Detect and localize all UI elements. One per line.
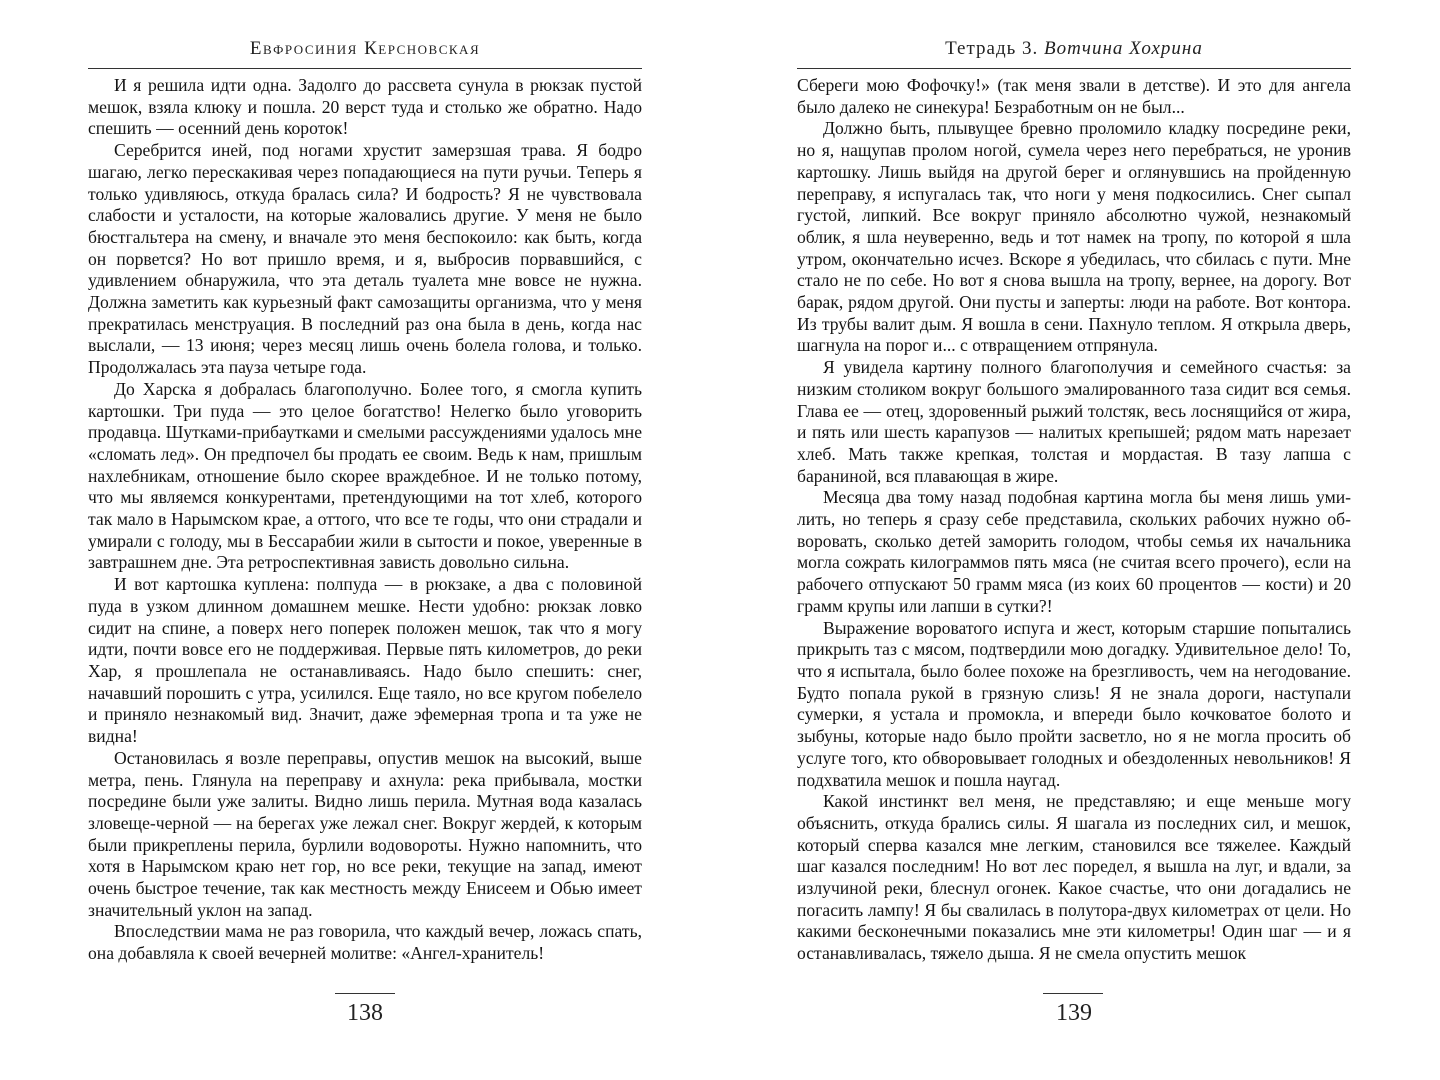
header-rule — [797, 68, 1351, 69]
paragraph: Выражение вороватого испуга и жест, которым старшие попытались прикрыть таз с мясом, подтвердили мою догадку. Удивительное дело! То, что я испытала, было более похоже на брезгливость, чем на негодование. Будто попала рукой в грязную слизь! Я не знала дороги, наступали сумерки, я устала и промокла, и впереди было кочковатое болото и зыбуны, которые надо было пройти засветло, но я не могла просить об услуге того, кто обворовывает голодных и обездоленных невольников! Я подхватила мешок и пошла наугад. — [797, 617, 1351, 790]
page-number: 138 — [347, 1000, 383, 1026]
right-page-text — [797, 75, 1351, 965]
paragraph: До Харска я добралась благополучно. Более того, я смогла купить картошки. Три пуда — это целое богатство! Нелегко было уговорить продавца. Шутками-прибаутками и смелыми рассуждениями удалось мне «сломать лед». Он предпочел бы продать ее своим. Ведь к нам, пришлым нахлебникам, отношение было скорее враждебное. И не только потому, что мы являемся конкурентами, претендующими на тот хлеб, которого так мало в Нарымском крае, а оттого, что все те годы, что они страдали и умирали с голоду, мы в Бессарабии жили в сытости и покое, уверенные в завтрашнем дне. Эта ретроспективная зависть довольно сильна. — [88, 378, 643, 573]
running-head-title: Вотчина Хохрина — [1044, 38, 1203, 59]
paragraph: И вот картошка куплена: полпуда — в рюкзаке, а два с половиной пуда в узком длинном домашнем мешке. Нести удобно: рюкзак ловко сидит на спине, а поверх него поперек положен мешок, так что я могу идти, почти вовсе его не поддерживая. Первые пять километров, до реки Хар, я прошлепала не останавливаясь. Надо было спешить: снег, начавший порошить с утра, усилился. Еще таяло, но все кругом побелело и приняло незнакомый вид. Значит, даже эфемерная тропа и та уже не видна! — [88, 574, 642, 747]
running-head-author: Евфросиния Керсновская — [249, 38, 481, 59]
folio-rule — [1043, 993, 1103, 994]
paragraph: Должно быть, плывущее бревно проломило кладку посредине реки, но я, нащупав пролом ногой, сумела через него перебраться, не уронив картошку. Лишь выйдя на другой берег и оглянувшись на пройденную переправу, я испугалась так, что ноги у меня подкосились. Снег сыпал густой, липкий. Все вокруг приняло абсолютно чужой, незнакомый облик, я шла неуверенно, ведь и тот намек на тропу, по которой я шла утром, окончательно исчез. Вскоре я убедилась, что сбилась с пути. Мне стало не по себе. Но вот я снова вышла на тропу, вернее, на дорогу. Вот барак, рядом другой. Они пусты и заперты: люди на работе. Вот контора. Из трубы валит дым. Я вошла в сени. Пахнуло теплом. Я открыла дверь, шагнула на порог и... с отвращением отпрянула. — [797, 118, 1351, 356]
running-head-chapter — [797, 38, 1351, 60]
right-page — [797, 0, 1351, 1080]
page-number: 139 — [1056, 1000, 1092, 1026]
folio-rule — [335, 993, 395, 994]
paragraph: Остановилась я возле переправы, опустив мешок на высокий, выше метра, пень. Глянула на переправу и ахнула: река прибывала, мостки посредине были уже залиты. Видно лишь перила. Мутная вода казалась зловеще-черной — на берегах уже лежал снег. Вокруг жердей, к которым были прикреплены перила, бурлили водовороты. Нужно напомнить, что хотя в Нарымском краю нет гор, но все реки, текущие на запад, имеют очень быстрое течение, так как местность между Енисеем и Обью имеет значительный уклон на запад. — [88, 747, 642, 920]
paragraph: Я увидела картину полного благополучия и семейного счастья: за низким столиком вокруг большого эмалированного таза сидит вся семья. Глава ее — отец, здоровенный рыжий толстяк, весь лоснящийся от жира, и пять или шесть карапузов — налитых крепышей; рядом мать нарезает хлеб. Мать также крепкая, толстая и мордастая. В тазу лапша с бараниной, вся плавающая в жире. — [797, 357, 1351, 486]
paragraph: Впоследствии мама не раз говорила, что каждый вечер, ложась спать, она добавляла к своей вечерней молитве: «Ангел-хранитель! — [88, 921, 642, 964]
paragraph: Сбереги мою Фофочку!» (так меня звали в детстве). И это для ангела было далеко не синекура! Безработным он не был... — [797, 75, 1351, 117]
paragraph: Какой инстинкт вел меня, не представляю; и еще меньше могу объяснить, откуда брались силы. Я шагала из последних сил, и мешок, который сперва казался мне легким, становился все тяжелее. Каждый шаг казался последним! Но вот лес поредел, я вышла на луг, и вдали, за излучиной реки, блеснул огонек. Какое счастье, что они догадались не погасить лампу! Я бы свалилась в полутора-двух километрах от цели. Но какими бесконечными показались мне эти километры! Один шаг — и я останавливалась, тяжело дыша. Я не смела опустить мешок — [797, 791, 1351, 964]
left-page — [88, 0, 642, 1080]
header-rule — [88, 68, 642, 69]
paragraph: И я решила идти одна. Задолго до рассвета сунула в рюкзак пустой мешок, взяла клюку и пошла. 20 верст туда и столько же обратно. Надо спешить — осенний день короток! — [88, 75, 642, 139]
paragraph: Серебрится иней, под ногами хрустит замерзшая трава. Я бодро шагаю, легко перескакивая через попадающиеся на пути ручьи. Теперь я только удивляюсь, откуда бралась сила? И бодрость? Я не чувствовала слабости и усталости, на которые жаловались другие. У меня не было бюстгальтера на смену, и вначале это меня беспокоило: как быть, когда он порвется? Но вот пришло время, и я, выбросив порвавшийся, с удивлением обнаружила, что эта деталь туалета мне вовсе не нужна. Должна заметить как курьезный факт самозащиты организма, что у меня прекратилась менструация. В последний раз она была в день, когда нас выслали, — 13 июня; через месяц лишь очень болела голова, и только. Продолжалась эта пауза четыре года. — [88, 140, 642, 378]
left-page-text — [88, 75, 642, 965]
running-head-prefix: Тетрадь 3. — [945, 38, 1039, 59]
paragraph: Месяца два тому назад подобная картина могла бы меня лишь умилить, но теперь я сразу себе представила, скольких рабочих нужно обворовать, сколько детей заморить голодом, чтобы семья их начальника могла сожрать килограммов пять мяса (не считая всего прочего), если на рабочего отпускают 50 грамм мяса (из коих 60 процентов — кости) и 20 грамм крупы или лапши в сутки?! — [797, 487, 1351, 616]
